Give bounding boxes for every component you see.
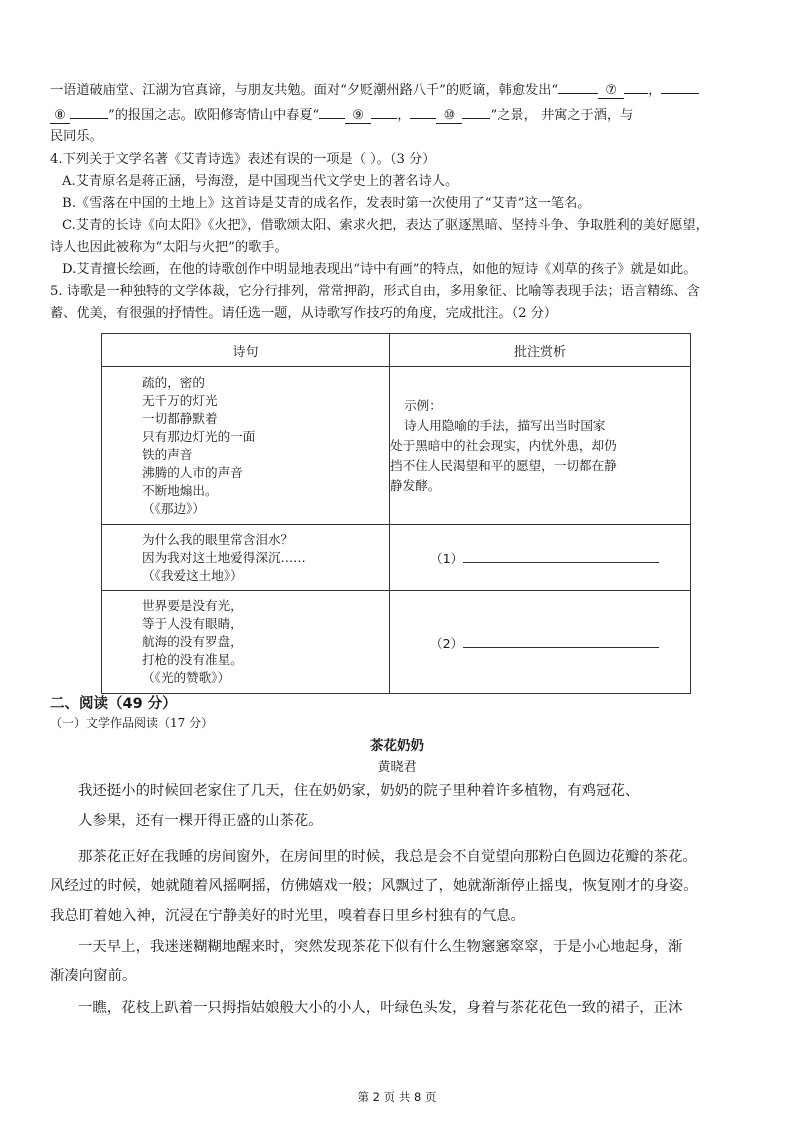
- poem-line: 铁的声音: [142, 446, 193, 462]
- q3-text: ，: [648, 83, 662, 98]
- story-author: 黄晓君: [377, 760, 417, 775]
- poem-line: 只有那边灯光的一面: [142, 428, 256, 444]
- q4-option-b[interactable]: B.《雪落在中国的土地上》这首诗是艾青的成名作，发表时第一次使用了“艾青”这一笔名。: [62, 196, 591, 211]
- blank-10[interactable]: ⑩: [436, 107, 462, 124]
- story-title: 茶花奶奶: [370, 738, 424, 754]
- q4-option-c[interactable]: C.艾青的长诗《向太阳》《火把》，借歌颂太阳、索求火把，表达了驱逐黑暗、坚持斗争、争取胜利的美好愿望，: [62, 218, 709, 233]
- story-line: 风经过的时候，她就随着风摇啊摇，仿佛嬉戏一般；风飘过了，她就渐渐停止摇曳，恢复刚才的身姿。: [50, 878, 698, 894]
- q3-text: ”之景， 井寓之于酒，与: [490, 108, 634, 123]
- poem-source: （《我爱这土地》）: [142, 567, 243, 583]
- q3-line-1: [50, 77, 699, 101]
- answer-line-1[interactable]: [463, 550, 659, 563]
- answer-cell-2[interactable]: [390, 591, 691, 694]
- answer-cell-1[interactable]: [390, 525, 691, 591]
- q4-option-a[interactable]: A.艾青原名是蒋正涵，号海澄，是中国现当代文学史上的著名诗人。: [62, 174, 459, 189]
- header-poem: 诗句: [102, 334, 390, 367]
- q3-text: ”的报国之志。欧阳修寄情山中春夏“: [108, 108, 320, 123]
- answer-line-2[interactable]: [463, 635, 659, 648]
- answer-label: （2）: [430, 635, 464, 651]
- q4-option-c-cont: 诗人也因此被称为“太阳与火把”的歌手。: [50, 240, 288, 255]
- poem-line: 一切都静默着: [142, 410, 218, 426]
- poem-source: （《那边》）: [142, 500, 205, 516]
- q3-line-2: [50, 102, 633, 126]
- annotation-table: [101, 333, 691, 694]
- note-line: 静发酵。: [390, 477, 441, 493]
- note-line: 处于黑暗中的社会现实，内忧外患，却仍: [390, 437, 617, 453]
- blank-8-tail[interactable]: [70, 102, 108, 119]
- story-line: 人参果，还有一棵开得正盛的山茶花。: [78, 813, 323, 829]
- q3-text: ，: [397, 108, 411, 123]
- note-cell: [390, 367, 691, 525]
- story-line: 我还挺小的时候回老家住了几天，住在奶奶家，奶奶的院子里种着许多植物，有鸡冠花、: [78, 783, 640, 799]
- blank-7[interactable]: ⑦: [598, 82, 624, 99]
- poem-line: 因为我对这土地爱得深沉……: [142, 549, 306, 565]
- poem-line: 为什么我的眼里常含泪水？: [142, 531, 294, 547]
- poem-source: （《光的赞歌》）: [142, 670, 231, 685]
- poem-cell: [102, 525, 390, 591]
- page-footer: 第 2 页 共 8 页: [357, 1090, 437, 1104]
- poem-line: 世界要是没有光，: [142, 598, 243, 613]
- poem-cell: [102, 367, 390, 525]
- q4-option-d[interactable]: D.艾青擅长绘画，在他的诗歌创作中明显地表现出“诗中有画”的特点，如他的短诗《刈草的孩子》就是如此。: [62, 262, 697, 277]
- note-line: 挡不住人民渴望和平的愿望，一切都在静: [390, 457, 617, 473]
- poem-cell: [102, 591, 390, 694]
- table-header-row: [102, 334, 691, 367]
- poem-line: 沸腾的人市的声音: [142, 464, 243, 480]
- note-label: 示例：: [404, 397, 442, 413]
- story-line: 我总盯着她入神，沉浸在宁静美好的时光里，嗅着春日里乡村独有的气息。: [50, 908, 525, 924]
- blank-7-lead[interactable]: [558, 77, 598, 94]
- section-subtitle: （一）文学作品阅读（17 分）: [50, 716, 214, 730]
- story-line: 一瞧，花枝上趴着一只拇指姑娘般大小的小人，叶绿色头发，身着与茶花花色一致的裙子，正沐: [78, 1000, 683, 1016]
- q3-line-3: 民同乐。: [50, 129, 103, 144]
- q3-text: 一语道破庙堂、江湖为官真谛，与朋友共勉。面对“夕贬潮州路八千”的贬谪，韩愈发出“: [50, 83, 559, 98]
- table-row: [102, 591, 691, 694]
- blank-7-tail[interactable]: [624, 77, 648, 94]
- blank-10-tail[interactable]: [462, 102, 490, 119]
- story-line: 渐凑向窗前。: [50, 968, 137, 984]
- poem-line: 打枪的没有准星。: [142, 652, 243, 667]
- poem-line: 航海的没有罗盘，: [142, 634, 243, 649]
- q5-stem-2: 蓄、优美，有很强的抒情性。请任选一题，从诗歌写作技巧的角度，完成批注。（2 分）: [50, 306, 558, 321]
- blank-9[interactable]: ⑨: [345, 107, 371, 124]
- section-title: 二、阅读（49 分）: [50, 696, 177, 712]
- story-line: 那茶花正好在我睡的房间窗外，在房间里的时候，我总是会不自觉望向那粉白色圆边花瓣的茶花。: [78, 849, 697, 865]
- poem-line: 等于人没有眼睛，: [142, 616, 243, 631]
- answer-label: （1）: [430, 551, 464, 566]
- poem-line: 疏的，密的: [142, 374, 205, 390]
- blank-8[interactable]: ⑧: [50, 107, 70, 124]
- poem-line: 不断地煽出。: [142, 482, 218, 498]
- blank-9-lead[interactable]: [319, 102, 345, 119]
- header-note: 批注赏析: [390, 334, 691, 367]
- story-line: 一天早上，我迷迷糊糊地醒来时，突然发现茶花下似有什么生物窸窸窣窣，于是小心地起身，渐: [78, 939, 683, 955]
- table-row: [102, 525, 691, 591]
- note-line: 诗人用隐喻的手法，描写出当时国家: [404, 417, 606, 433]
- blank-9-tail[interactable]: [371, 102, 397, 119]
- blank-7b[interactable]: [661, 77, 699, 94]
- blank-10-lead[interactable]: [410, 102, 436, 119]
- table-row: [102, 367, 691, 525]
- poem-line: 无千万的灯光: [142, 392, 218, 408]
- q4-stem: 4.下列关于文学名著《艾青诗选》表述有误的一项是（ ）。（3 分）: [50, 152, 436, 167]
- q5-stem-1: 5. 诗歌是一种独特的文学体裁，它分行排列，常常押韵，形式自由，多用象征、比喻等表现手法；语言精练、含: [50, 284, 700, 299]
